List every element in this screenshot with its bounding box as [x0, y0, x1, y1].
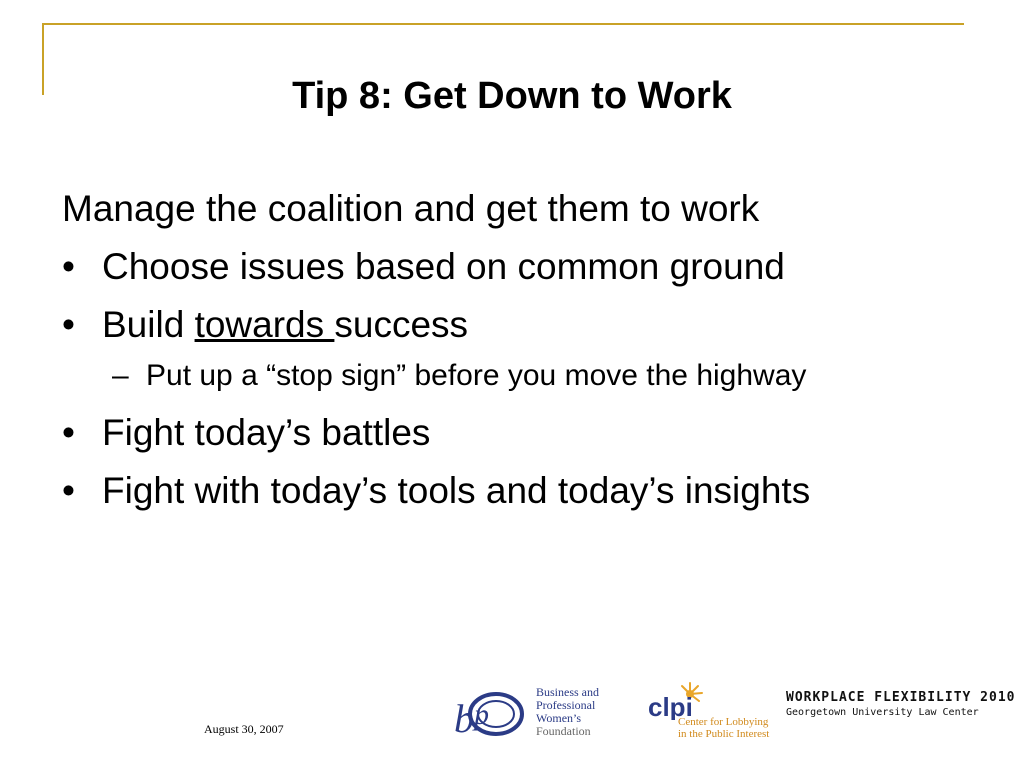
bullet-text: Fight with today’s tools and today’s insights [102, 470, 811, 511]
bullet-build-towards-success [62, 300, 982, 350]
svg-text:clpi: clpi [648, 692, 693, 720]
bullet-text-suffix: success [334, 304, 469, 345]
sub-bullet-text: Put up a “stop sign” before you move the highway [146, 359, 807, 392]
bullet-fight-battles [62, 408, 982, 458]
bullet-icon: • [62, 412, 75, 453]
bpw-logo-icon [452, 686, 532, 742]
bullet-icon: • [62, 246, 75, 287]
top-accent-line [44, 23, 964, 25]
footer-date: August 30, 2007 [204, 722, 284, 736]
bullet-text-prefix: Build [102, 304, 195, 345]
bpw-line-4: Foundation [536, 724, 591, 738]
bullet-choose-issues [62, 242, 982, 292]
bpw-foundation-logo [452, 686, 632, 742]
slide-title: Tip 8: Get Down to Work [292, 75, 732, 117]
bpw-wordmark [536, 686, 599, 738]
intro-line: Manage the coalition and get them to work [62, 188, 760, 229]
clpi-sunburst-icon [646, 680, 712, 720]
svg-text:b: b [454, 696, 474, 741]
bullet-text: Fight today’s battles [102, 412, 431, 453]
sub-bullet-stop-sign [112, 358, 982, 394]
clpi-line-2: in the Public Interest [678, 728, 770, 740]
bullet-fight-tools [62, 466, 982, 516]
clpi-logo [646, 680, 788, 744]
bpw-line-3: Women’s [536, 711, 582, 725]
slide-body [62, 184, 982, 524]
bpw-line-1: Business and [536, 685, 599, 699]
dash-icon: – [112, 359, 129, 392]
bullet-text-underlined: towards [194, 304, 335, 345]
bullet-text: Choose issues based on common ground [102, 246, 785, 287]
bullet-icon: • [62, 470, 75, 511]
bpw-line-2: Professional [536, 698, 596, 712]
clpi-wordmark [678, 716, 769, 740]
svg-text:p: p [474, 698, 489, 731]
workplace-flexibility-logo [786, 690, 1016, 720]
bullet-icon: • [62, 304, 75, 345]
wf-line-1: WORKPLACE FLEXIBILITY 2010 [786, 690, 1016, 705]
wf-line-2: Georgetown University Law Center [786, 707, 979, 718]
clpi-line-1: Center for Lobbying [678, 716, 769, 728]
